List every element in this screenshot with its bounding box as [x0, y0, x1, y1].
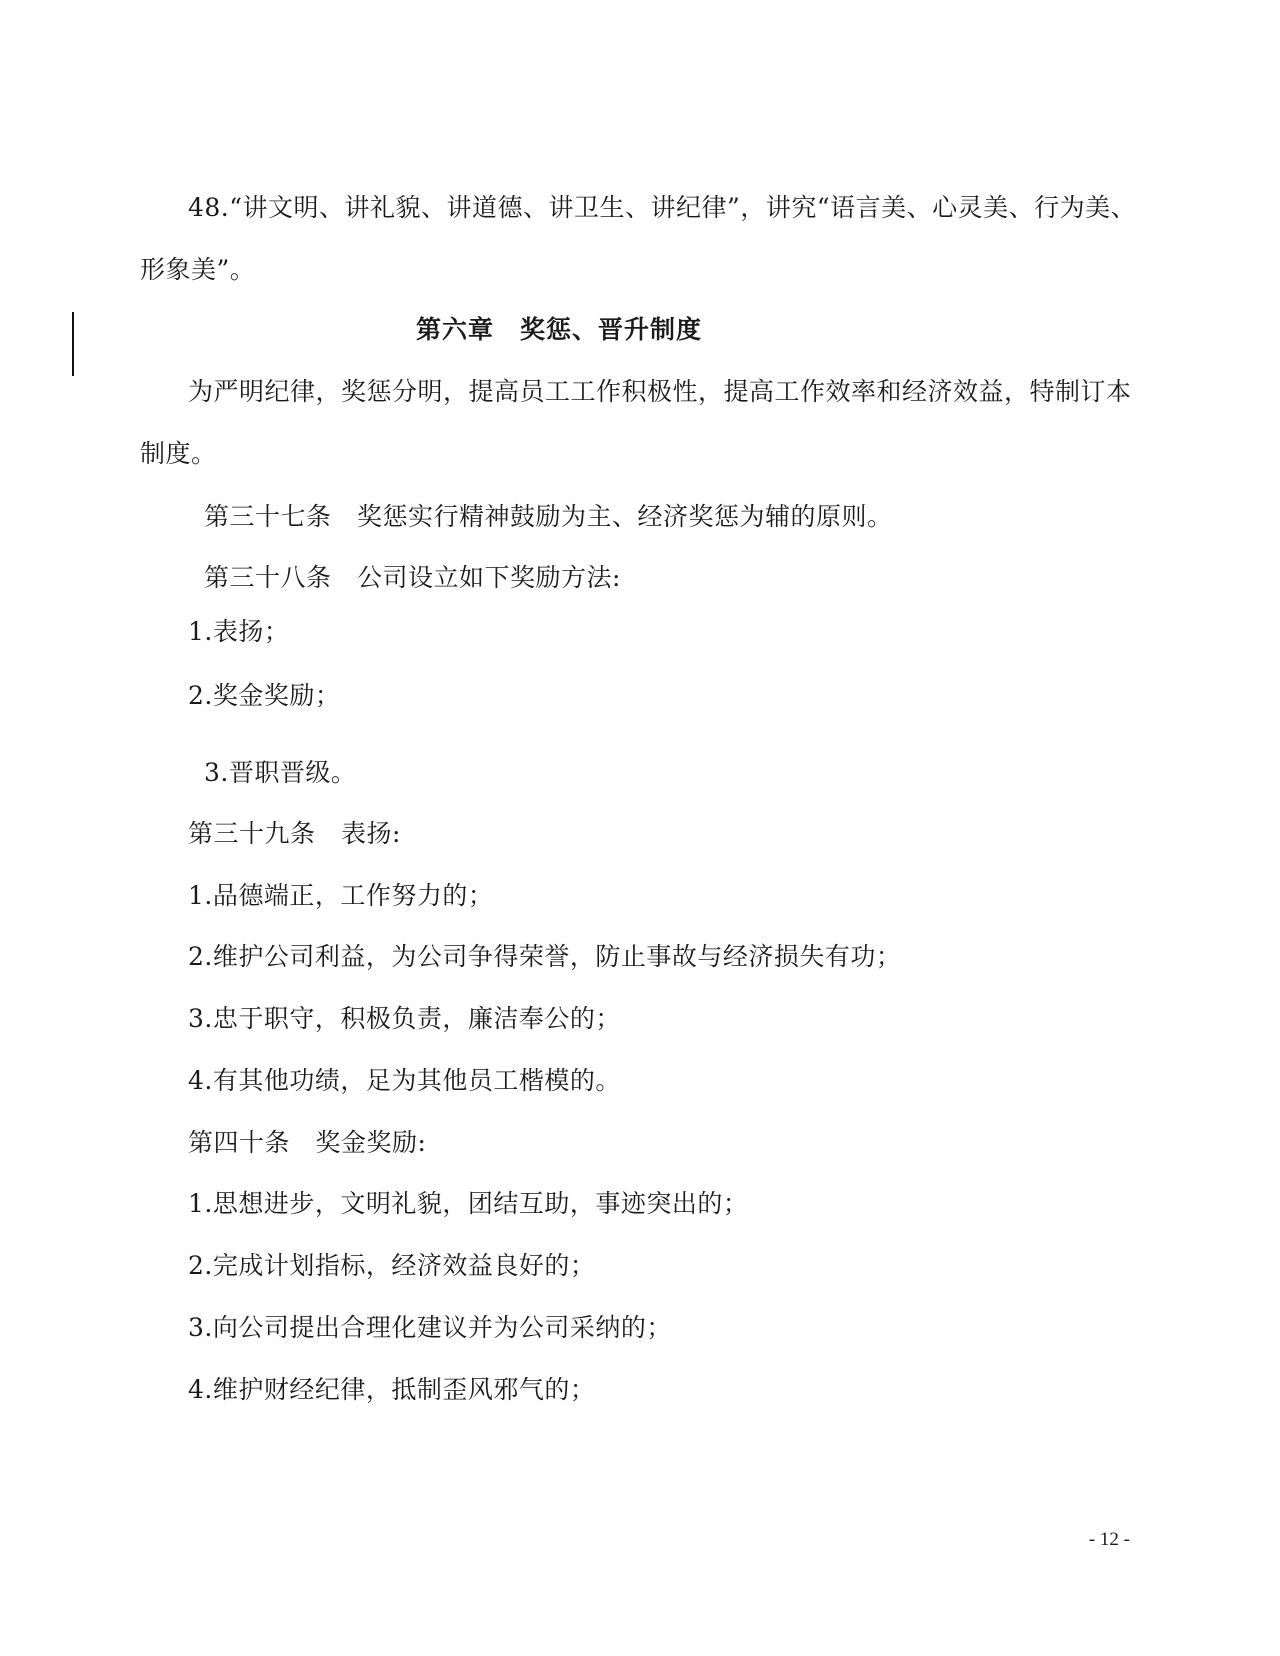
article-37: 第三十七条 奖惩实行精神鼓励为主、经济奖惩为辅的原则。 — [204, 502, 893, 531]
page-number: - 12 - — [1088, 1529, 1130, 1550]
chapter-heading: 第六章 奖惩、晋升制度 — [415, 315, 702, 344]
article-38-item-1: 1.表扬； — [188, 617, 290, 646]
intro-line-1: 为严明纪律，奖惩分明，提高员工工作积极性，提高工作效率和经济效益，特制订本 — [188, 377, 1132, 406]
article-39-item-1: 1.品德端正，工作努力的； — [188, 881, 494, 910]
article-38-item-2: 2.奖金奖励； — [188, 681, 341, 710]
article-39-item-2: 2.维护公司利益，为公司争得荣誉，防止事故与经济损失有功； — [188, 942, 902, 971]
article-40-item-3: 3.向公司提出合理化建议并为公司采纳的； — [188, 1313, 672, 1342]
article-40-item-1: 1.思想进步，文明礼貌，团结互助，事迹突出的； — [188, 1189, 749, 1218]
paragraph-48-line-2: 形象美”。 — [140, 255, 256, 284]
article-39-item-3: 3.忠于职守，积极负责，廉洁奉公的； — [188, 1004, 621, 1033]
paragraph-48-line-1: 48.“讲文明、讲礼貌、讲道德、讲卫生、讲纪律”，讲究“语言美、心灵美、行为美、 — [188, 193, 1137, 222]
intro-line-2: 制度。 — [140, 439, 217, 468]
article-38-item-3: 3.晋职晋级。 — [204, 758, 357, 787]
article-38-title: 第三十八条 公司设立如下奖励方法: — [204, 563, 621, 592]
article-39-title: 第三十九条 表扬: — [188, 819, 401, 848]
article-40-item-4: 4.维护财经纪律，抵制歪风邪气的； — [188, 1375, 596, 1404]
article-39-item-4: 4.有其他功绩，足为其他员工楷模的。 — [188, 1066, 621, 1095]
article-40-title: 第四十条 奖金奖励: — [188, 1128, 427, 1157]
article-40-item-2: 2.完成计划指标，经济效益良好的； — [188, 1251, 596, 1280]
